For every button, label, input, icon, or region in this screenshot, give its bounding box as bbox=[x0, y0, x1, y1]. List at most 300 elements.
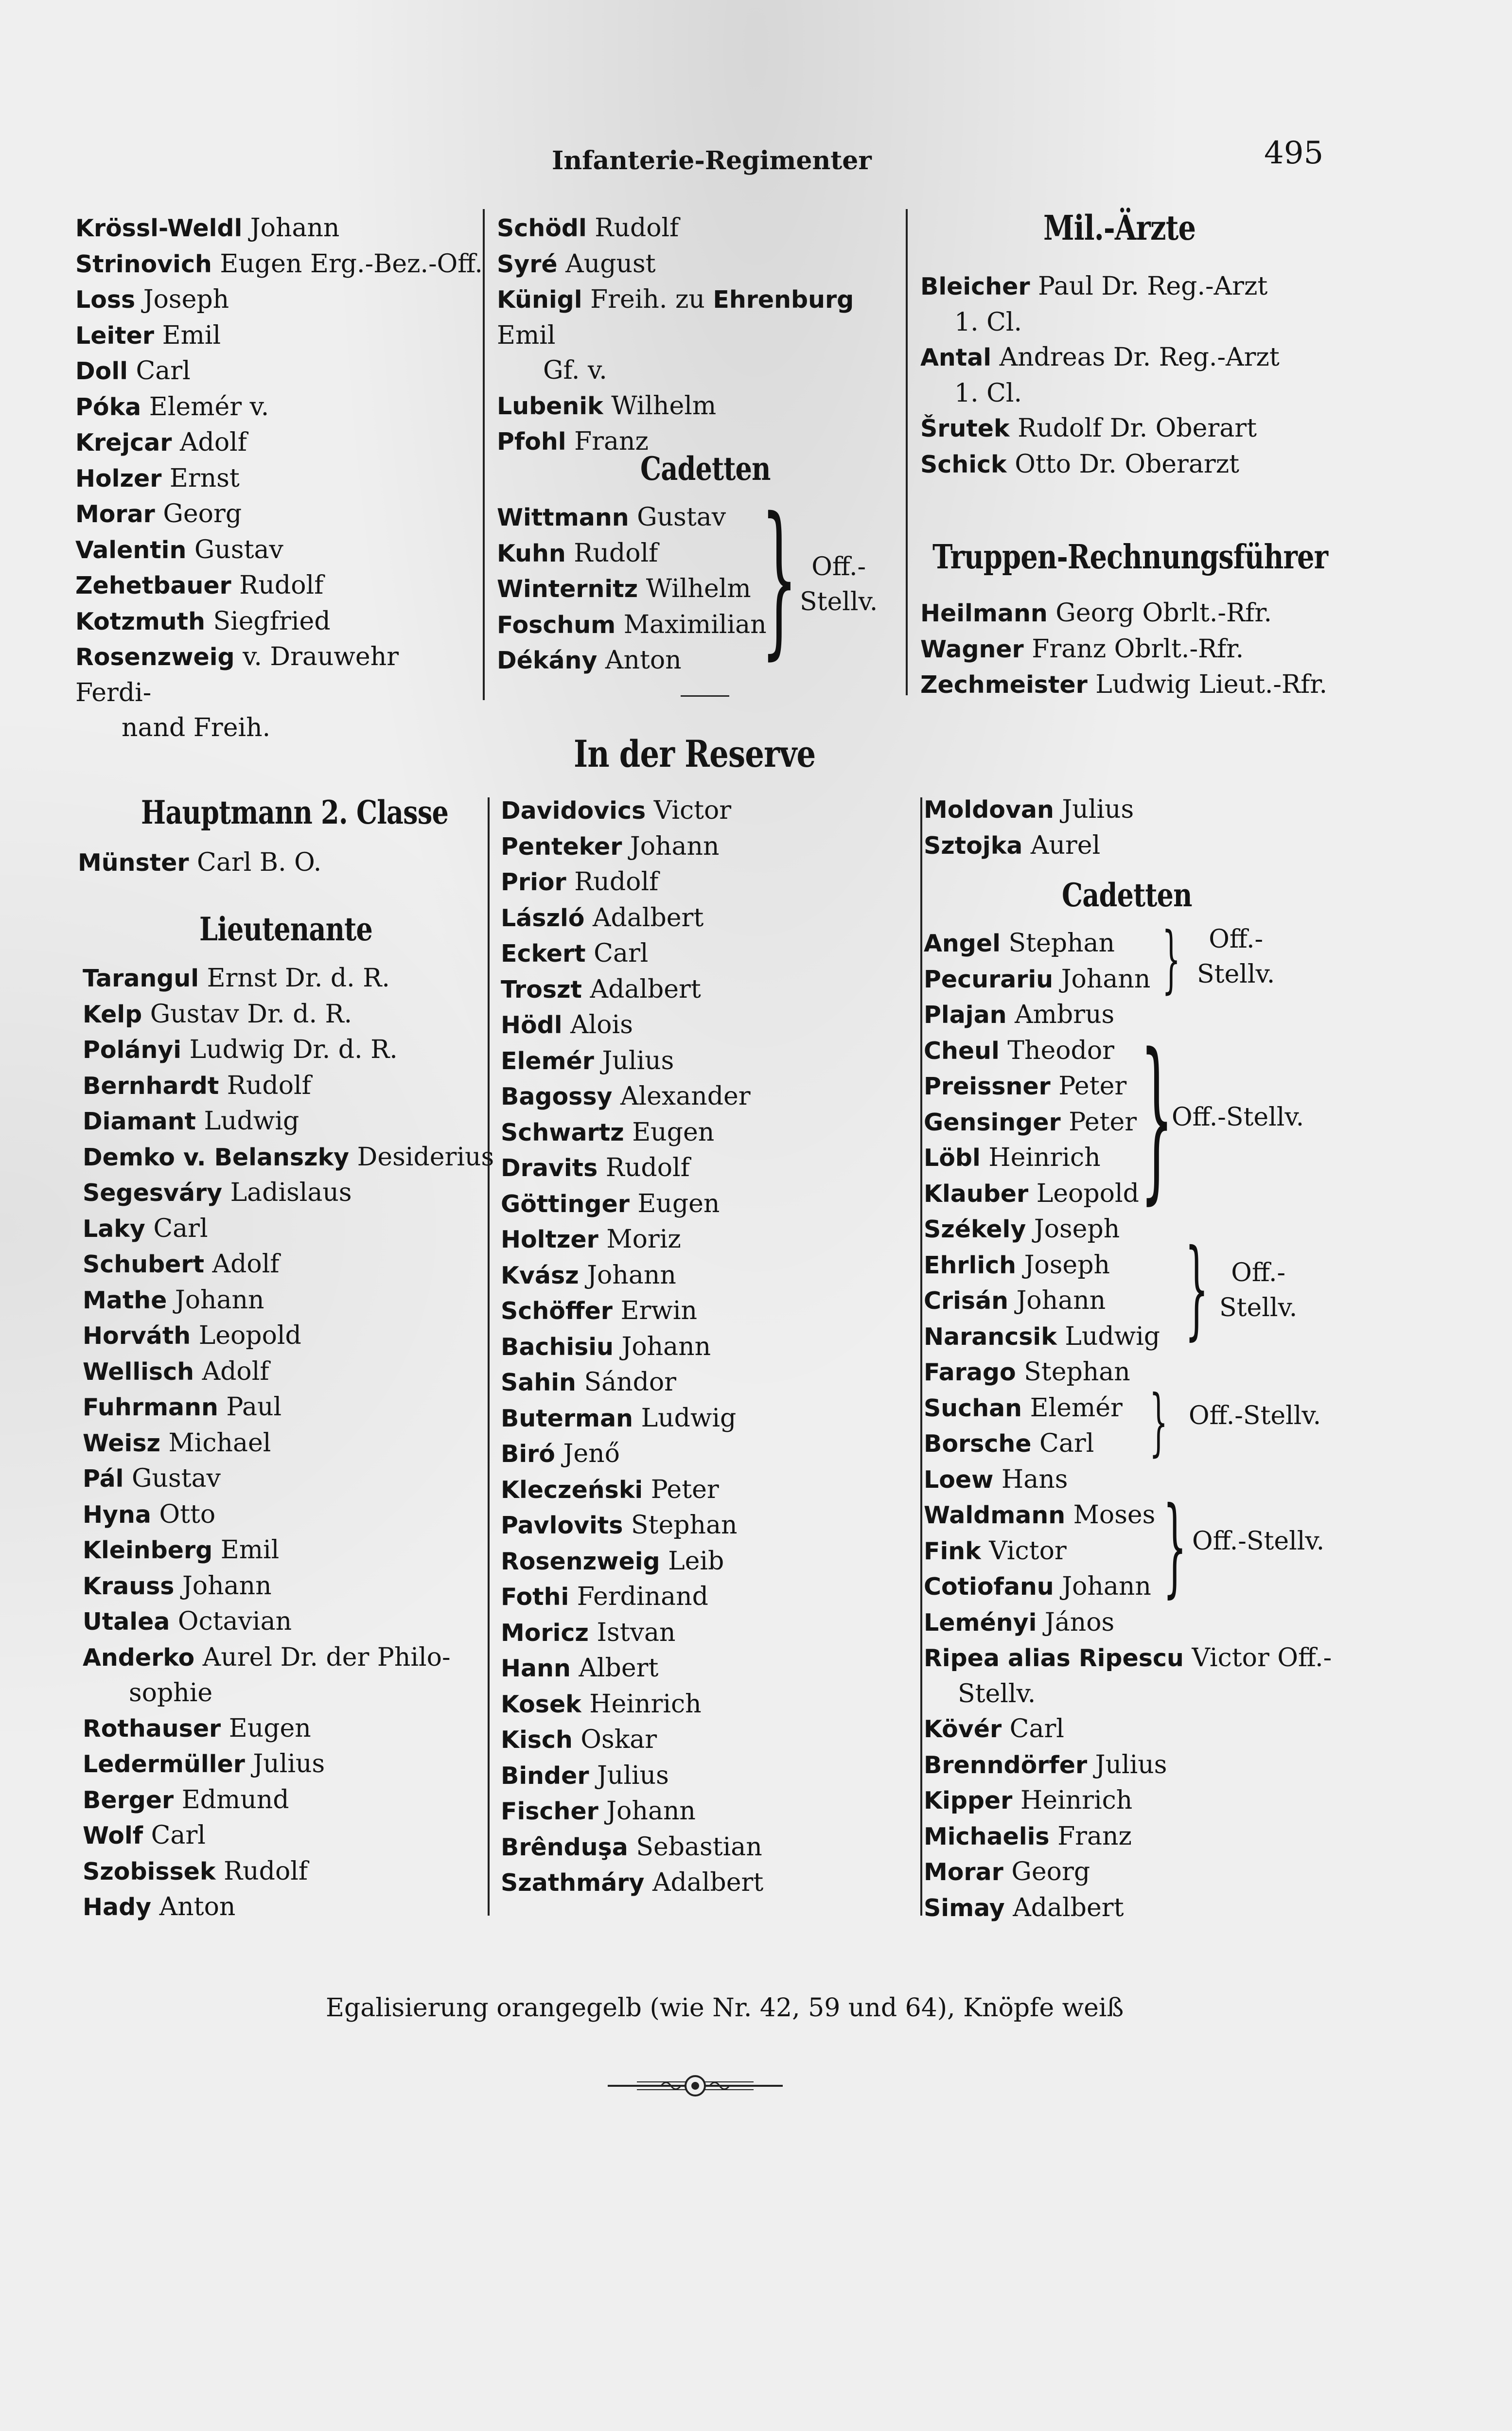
surname: Buterman bbox=[501, 1404, 633, 1432]
list-item bbox=[83, 1497, 486, 1533]
surname: Antal bbox=[920, 344, 992, 371]
list-item bbox=[75, 211, 474, 247]
given-name: Victor bbox=[653, 796, 732, 825]
surname: Rosenzweig bbox=[501, 1547, 660, 1575]
list-item bbox=[501, 1293, 909, 1329]
off-stellv-note: Off.-Stellv. bbox=[1172, 1103, 1304, 1132]
list-item bbox=[920, 596, 1324, 632]
surname: Michaelis bbox=[924, 1822, 1050, 1850]
surname: Borsche bbox=[924, 1430, 1032, 1458]
surname: Prior bbox=[501, 868, 566, 896]
list-item bbox=[924, 1605, 1327, 1641]
given-name: Ernst bbox=[169, 463, 240, 493]
surname: Wolf bbox=[83, 1822, 143, 1850]
given-name: Wilhelm bbox=[611, 391, 717, 421]
list-item bbox=[83, 1461, 486, 1497]
list-item bbox=[501, 1830, 909, 1866]
surname: Holtzer bbox=[501, 1226, 598, 1253]
list-item bbox=[501, 1186, 909, 1222]
given-name: Gustav bbox=[132, 1464, 221, 1493]
list-item bbox=[497, 500, 769, 536]
given-name: Carl bbox=[1039, 1429, 1094, 1458]
given-name: Stephan bbox=[1008, 929, 1115, 958]
surname: Schwartz bbox=[501, 1118, 624, 1146]
list-item bbox=[924, 1640, 1332, 1711]
lieutenante-list bbox=[83, 961, 494, 1925]
given-name: Georg bbox=[163, 499, 242, 528]
given-name: Ambrus bbox=[1015, 1000, 1115, 1029]
surname: Wellisch bbox=[83, 1357, 194, 1386]
given-name: Rudolf bbox=[224, 1856, 308, 1886]
given-name: Ludwig bbox=[641, 1403, 737, 1433]
given-name: Gustav bbox=[194, 535, 283, 564]
surname: Utalea bbox=[83, 1608, 170, 1636]
given-name: Stephan bbox=[1024, 1357, 1130, 1387]
given-name: Rudolf Dr. Oberart bbox=[1018, 414, 1257, 443]
list-item bbox=[83, 1604, 486, 1640]
surname: Horváth bbox=[83, 1322, 191, 1350]
surname: Bleicher bbox=[920, 273, 1030, 300]
list-item bbox=[501, 1865, 909, 1901]
list-item bbox=[75, 639, 474, 746]
given-name: Johann bbox=[182, 1571, 272, 1601]
surname: Anderko bbox=[83, 1643, 195, 1672]
off-stellv-note: Off.-Stellv. bbox=[1189, 1401, 1321, 1430]
given-name: Victor Off.- bbox=[1192, 1643, 1332, 1673]
list-item bbox=[501, 900, 909, 936]
list-item bbox=[501, 1258, 909, 1294]
note-line: Stellv. bbox=[800, 587, 878, 617]
surname: Kipper bbox=[924, 1787, 1013, 1814]
list-item bbox=[75, 247, 483, 282]
surname: Schödl bbox=[497, 214, 587, 242]
list-item bbox=[501, 1508, 909, 1544]
list-item bbox=[75, 425, 474, 461]
given-name: Johann bbox=[621, 1332, 711, 1361]
given-name: Heinrich bbox=[589, 1689, 702, 1719]
list-item bbox=[83, 1533, 486, 1568]
section-heading-cadetten-middle: Cadetten bbox=[640, 450, 771, 488]
given-name: Leib bbox=[668, 1546, 724, 1576]
list-item bbox=[924, 1355, 1327, 1391]
given-name: Rudolf bbox=[595, 213, 679, 243]
given-name: Otto Dr. Oberarzt bbox=[1015, 449, 1240, 479]
surname: Troszt bbox=[501, 975, 582, 1004]
note-line: Off.- bbox=[811, 552, 866, 581]
list-item bbox=[75, 461, 474, 497]
surname: Eckert bbox=[501, 940, 586, 968]
list-item bbox=[83, 1032, 486, 1068]
section-heading-rechnungsfuehrer: Truppen-Rechnungsführer bbox=[932, 538, 1328, 577]
given-name: Theodor bbox=[1007, 1036, 1115, 1065]
given-name: Michael bbox=[168, 1428, 271, 1458]
given-name: Johann bbox=[175, 1285, 264, 1315]
surname: Valentin bbox=[75, 536, 187, 564]
given-name: Adolf bbox=[212, 1250, 280, 1279]
given-name: Rudolf bbox=[239, 571, 324, 600]
list-item bbox=[83, 1782, 486, 1818]
surname: Fink bbox=[924, 1537, 981, 1565]
continuation: Stellv. bbox=[958, 1679, 1036, 1709]
surname: Moldovan bbox=[924, 796, 1054, 824]
surname: Szobissek bbox=[83, 1857, 216, 1885]
surname: Laky bbox=[83, 1215, 145, 1243]
given-name: Joseph bbox=[1024, 1250, 1110, 1280]
list-item bbox=[501, 1222, 909, 1258]
given-name: Freih. zu bbox=[590, 285, 713, 314]
list-item bbox=[501, 1544, 909, 1580]
surname: Lubenik bbox=[497, 392, 603, 420]
list-item bbox=[924, 1747, 1327, 1783]
given-name: Adalbert bbox=[590, 974, 701, 1004]
footer-note: Egalisierung orangegelb (wie Nr. 42, 59 und 64), Knöpfe weiß bbox=[326, 1993, 1124, 2023]
surname: Löbl bbox=[924, 1144, 981, 1172]
surname: Preissner bbox=[924, 1073, 1051, 1100]
list-item bbox=[920, 269, 1324, 340]
surname: Fuhrmann bbox=[83, 1393, 218, 1421]
surname: Crisán bbox=[924, 1287, 1009, 1315]
surname: Kuhn bbox=[497, 539, 566, 567]
given-name: Adolf bbox=[179, 428, 247, 457]
list-item bbox=[501, 1794, 909, 1830]
given-name: Johann bbox=[250, 213, 340, 243]
surname: Brênduşa bbox=[501, 1833, 628, 1861]
list-item bbox=[83, 1211, 486, 1247]
list-item bbox=[924, 1569, 1327, 1605]
given-name: Ludwig bbox=[1065, 1321, 1160, 1351]
list-item bbox=[924, 1890, 1327, 1926]
list-item bbox=[83, 1711, 486, 1747]
surname: Simay bbox=[924, 1894, 1005, 1922]
surname: Berger bbox=[83, 1786, 174, 1814]
given-name: János bbox=[1044, 1607, 1115, 1637]
given-name: Jenő bbox=[563, 1439, 620, 1468]
given-name: Eugen bbox=[229, 1713, 311, 1743]
list-item bbox=[924, 1783, 1327, 1819]
given-name: Desiderius bbox=[357, 1142, 494, 1172]
list-item bbox=[75, 282, 474, 318]
column-divider-left-bottom bbox=[488, 797, 490, 1916]
given-name: Albert bbox=[579, 1654, 659, 1683]
surname: Krejcar bbox=[75, 429, 172, 457]
list-item bbox=[497, 536, 769, 572]
given-name: Andreas Dr. Reg.-Arzt bbox=[999, 343, 1280, 372]
given-name: Georg Obrlt.-Rfr. bbox=[1055, 599, 1272, 628]
surname: Póka bbox=[75, 393, 141, 421]
surname: Pavlovits bbox=[501, 1512, 623, 1539]
given-name: Gustav Dr. d. R. bbox=[150, 999, 352, 1029]
surname: Rosenzweig bbox=[75, 643, 235, 671]
given-name: Sándor bbox=[584, 1368, 677, 1397]
surname: Loew bbox=[924, 1465, 994, 1494]
surname: Suchan bbox=[924, 1394, 1022, 1422]
given-name: Carl bbox=[1009, 1714, 1064, 1744]
list-item bbox=[497, 211, 905, 247]
list-item bbox=[501, 793, 909, 829]
given-name: Franz bbox=[574, 427, 649, 456]
surname: Polányi bbox=[83, 1036, 182, 1064]
given-name: Johann bbox=[1016, 1286, 1106, 1315]
surname: Kleczeński bbox=[501, 1476, 643, 1504]
curly-brace: } bbox=[1140, 1016, 1174, 1220]
given-name: Maximilian bbox=[623, 610, 767, 639]
given-name: Carl bbox=[136, 356, 191, 386]
list-item bbox=[497, 607, 769, 643]
given-name: Rudolf bbox=[574, 538, 658, 568]
given-name: Istvan bbox=[597, 1618, 676, 1647]
section-heading-hauptmann: Hauptmann 2. Classe bbox=[141, 793, 449, 831]
list-item bbox=[501, 1472, 909, 1508]
surname: Loss bbox=[75, 286, 136, 314]
given-name: Peter bbox=[651, 1475, 719, 1504]
surname: Davidovics bbox=[501, 797, 646, 825]
list-item bbox=[75, 318, 474, 354]
surname: Krössl-Weldl bbox=[75, 214, 243, 242]
right-reserve-list bbox=[924, 792, 1327, 863]
list-item bbox=[920, 447, 1324, 483]
surname: Morar bbox=[924, 1858, 1003, 1886]
list-item bbox=[501, 1401, 909, 1437]
given-name: Oskar bbox=[580, 1725, 657, 1754]
given-name: Franz Obrlt.-Rfr. bbox=[1032, 634, 1244, 664]
surname: László bbox=[501, 904, 585, 932]
surname: Weisz bbox=[83, 1429, 161, 1457]
given-name: Carl bbox=[594, 939, 649, 968]
given-name: Eugen bbox=[637, 1189, 720, 1218]
list-item bbox=[924, 828, 1327, 864]
column-divider-left-top bbox=[483, 209, 485, 700]
given-name: Ludwig Dr. d. R. bbox=[189, 1035, 398, 1064]
surname: Šrutek bbox=[920, 415, 1010, 442]
list-item bbox=[501, 1687, 909, 1723]
surname: Klauber bbox=[924, 1180, 1029, 1208]
given-name: Carl B. O. bbox=[197, 848, 322, 877]
rechnungsfuehrer-list bbox=[920, 596, 1328, 703]
curly-brace: } bbox=[1163, 1484, 1187, 1608]
list-item bbox=[924, 997, 1327, 1033]
given-name: Emil bbox=[162, 320, 221, 350]
continuation: sophie bbox=[129, 1678, 213, 1708]
given-name: Elemér bbox=[1030, 1393, 1123, 1423]
surname: Kosek bbox=[501, 1690, 581, 1718]
surname: Foschum bbox=[497, 611, 616, 639]
given-name: Eugen bbox=[632, 1117, 715, 1147]
list-item bbox=[501, 1651, 909, 1687]
given-name: Adalbert bbox=[1013, 1893, 1124, 1922]
given-name: Johann bbox=[606, 1797, 696, 1826]
given-name: Paul Dr. Reg.-Arzt bbox=[1038, 272, 1268, 301]
given-name: Julius bbox=[253, 1749, 325, 1779]
surname: Göttinger bbox=[501, 1190, 630, 1218]
list-item bbox=[78, 845, 476, 881]
surname: Zehetbauer bbox=[75, 572, 231, 599]
list-item bbox=[924, 1033, 1327, 1069]
list-item bbox=[501, 1150, 909, 1186]
list-item bbox=[83, 1568, 486, 1604]
list-item bbox=[501, 1043, 909, 1079]
list-item bbox=[924, 1711, 1327, 1747]
list-item bbox=[75, 353, 474, 389]
list-item bbox=[924, 1462, 1327, 1498]
continuation: nand Freih. bbox=[122, 713, 271, 742]
given-name: Victor bbox=[989, 1536, 1067, 1566]
surname: Ripea alias Ripescu bbox=[924, 1644, 1184, 1672]
ornament-divider bbox=[608, 2071, 783, 2100]
surname-part: Ehrenburg bbox=[713, 286, 854, 314]
surname: Plajan bbox=[924, 1001, 1007, 1029]
off-stellv-note bbox=[1197, 922, 1275, 992]
surname: Schöffer bbox=[501, 1297, 613, 1325]
surname: Zechmeister bbox=[920, 671, 1088, 699]
given-name: Gustav bbox=[637, 503, 726, 532]
list-item bbox=[83, 1854, 486, 1890]
given-name: Rudolf bbox=[574, 867, 659, 897]
continuation: Gf. v. bbox=[543, 356, 607, 385]
given-name: Paul bbox=[226, 1392, 282, 1422]
given-name: Julius bbox=[1062, 795, 1134, 824]
given-name: Octavian bbox=[177, 1607, 292, 1636]
surname: Pfohl bbox=[497, 428, 566, 456]
surname: Strinovich bbox=[75, 250, 212, 278]
surname: Münster bbox=[78, 849, 189, 877]
given-name: Julius bbox=[602, 1046, 674, 1075]
list-item bbox=[83, 1426, 486, 1462]
surname: Hady bbox=[83, 1893, 152, 1921]
given-name: Ferdinand bbox=[577, 1582, 708, 1611]
section-rule bbox=[681, 695, 729, 697]
surname: Fischer bbox=[501, 1797, 598, 1825]
off-stellv-note: Off.-Stellv. bbox=[1192, 1527, 1325, 1556]
list-item bbox=[75, 568, 474, 604]
list-item bbox=[501, 1329, 909, 1365]
surname: Diamant bbox=[83, 1108, 196, 1135]
list-item bbox=[924, 1140, 1327, 1176]
aerzte-list bbox=[920, 269, 1324, 482]
given-name: Johann bbox=[1062, 1572, 1151, 1601]
surname: Krauss bbox=[83, 1572, 175, 1600]
list-item bbox=[501, 1436, 909, 1472]
given-name: Carl bbox=[151, 1821, 206, 1850]
surname: Mathe bbox=[83, 1286, 167, 1314]
running-header: Infanterie-Regimenter bbox=[552, 146, 872, 176]
surname: Morar bbox=[75, 500, 155, 528]
hauptmann-list bbox=[78, 845, 476, 881]
list-item bbox=[924, 1069, 1327, 1105]
middle-cadetten-list bbox=[497, 500, 769, 679]
continuation: 1. Cl. bbox=[954, 378, 1022, 408]
list-item bbox=[83, 1889, 486, 1925]
given-name: Ernst Dr. d. R. bbox=[207, 964, 390, 993]
surname: Doll bbox=[75, 357, 128, 385]
given-name: Johann bbox=[1061, 964, 1151, 994]
surname: Leiter bbox=[75, 321, 155, 350]
given-name: Moriz bbox=[606, 1225, 681, 1254]
given-name: Emil bbox=[220, 1535, 280, 1565]
list-item bbox=[83, 1354, 486, 1390]
surname: Gensinger bbox=[924, 1108, 1061, 1136]
column-divider-right-top bbox=[906, 209, 908, 695]
surname: Székely bbox=[924, 1216, 1026, 1243]
surname: Sztojka bbox=[924, 831, 1023, 860]
surname: Waldmann bbox=[924, 1501, 1066, 1529]
surname: Segesváry bbox=[83, 1179, 223, 1207]
surname: Hödl bbox=[501, 1011, 563, 1039]
given-name: Moses bbox=[1073, 1500, 1156, 1530]
list-item bbox=[924, 1176, 1327, 1212]
surname: Cheul bbox=[924, 1037, 1000, 1065]
list-item bbox=[83, 1104, 486, 1140]
list-item bbox=[920, 632, 1324, 668]
surname: Bagossy bbox=[501, 1083, 613, 1110]
list-item bbox=[497, 247, 905, 282]
list-item bbox=[501, 1615, 909, 1651]
surname: Szathmáry bbox=[501, 1869, 645, 1897]
given-name: Julius bbox=[1095, 1750, 1167, 1779]
list-item bbox=[501, 1365, 909, 1401]
given-name-part: Emil bbox=[497, 320, 556, 350]
given-name: Alexander bbox=[620, 1082, 751, 1111]
list-item bbox=[501, 864, 909, 900]
surname: Heilmann bbox=[920, 599, 1048, 627]
surname: Cotiofanu bbox=[924, 1573, 1054, 1601]
section-heading-aerzte: Mil.-Ärzte bbox=[1043, 208, 1196, 248]
given-name: Hans bbox=[1001, 1464, 1068, 1494]
list-item bbox=[75, 604, 474, 640]
surname: Dravits bbox=[501, 1154, 598, 1182]
given-name: Joseph bbox=[143, 285, 229, 314]
surname: Winternitz bbox=[497, 575, 638, 603]
list-item bbox=[501, 829, 909, 865]
list-item bbox=[501, 936, 909, 972]
list-item bbox=[497, 282, 905, 388]
list-item bbox=[501, 1758, 909, 1794]
middle-reserve-list bbox=[501, 793, 909, 1901]
surname: Schick bbox=[920, 450, 1007, 478]
surname: Wagner bbox=[920, 635, 1024, 663]
surname: Elemér bbox=[501, 1047, 594, 1075]
curly-brace: } bbox=[1162, 917, 1181, 1002]
given-name: Rudolf bbox=[605, 1153, 690, 1182]
list-item bbox=[920, 411, 1324, 447]
given-name: Erwin bbox=[620, 1296, 697, 1325]
surname: Kisch bbox=[501, 1726, 573, 1754]
list-item bbox=[501, 1579, 909, 1615]
given-name: Eugen Erg.-Bez.-Off. bbox=[220, 249, 483, 279]
list-item bbox=[501, 1007, 909, 1043]
off-stellv-note bbox=[1219, 1255, 1297, 1325]
given-name: Adolf bbox=[202, 1356, 269, 1386]
given-name: Heinrich bbox=[1020, 1786, 1133, 1815]
list-item bbox=[83, 1746, 486, 1782]
given-name: Carl bbox=[153, 1214, 208, 1243]
section-heading-cadetten-right: Cadetten bbox=[1062, 876, 1192, 914]
section-heading-reserve: In der Reserve bbox=[574, 732, 816, 775]
surname: Hann bbox=[501, 1655, 571, 1682]
surname: Moricz bbox=[501, 1619, 589, 1647]
given-name: Edmund bbox=[181, 1785, 289, 1814]
middle-column-officers bbox=[497, 211, 905, 460]
surname: Pecurariu bbox=[924, 965, 1054, 993]
surname: Dékány bbox=[497, 647, 598, 674]
surname: Künigl bbox=[497, 286, 582, 314]
note-line: Off.- bbox=[1231, 1258, 1286, 1287]
note-line: Off.- bbox=[1209, 925, 1264, 954]
surname: Demko v. Belanszky bbox=[83, 1143, 350, 1171]
surname: Fothi bbox=[501, 1583, 569, 1611]
surname: Kelp bbox=[83, 1000, 142, 1028]
surname: Syré bbox=[497, 250, 558, 278]
given-name: Wilhelm bbox=[646, 574, 751, 603]
